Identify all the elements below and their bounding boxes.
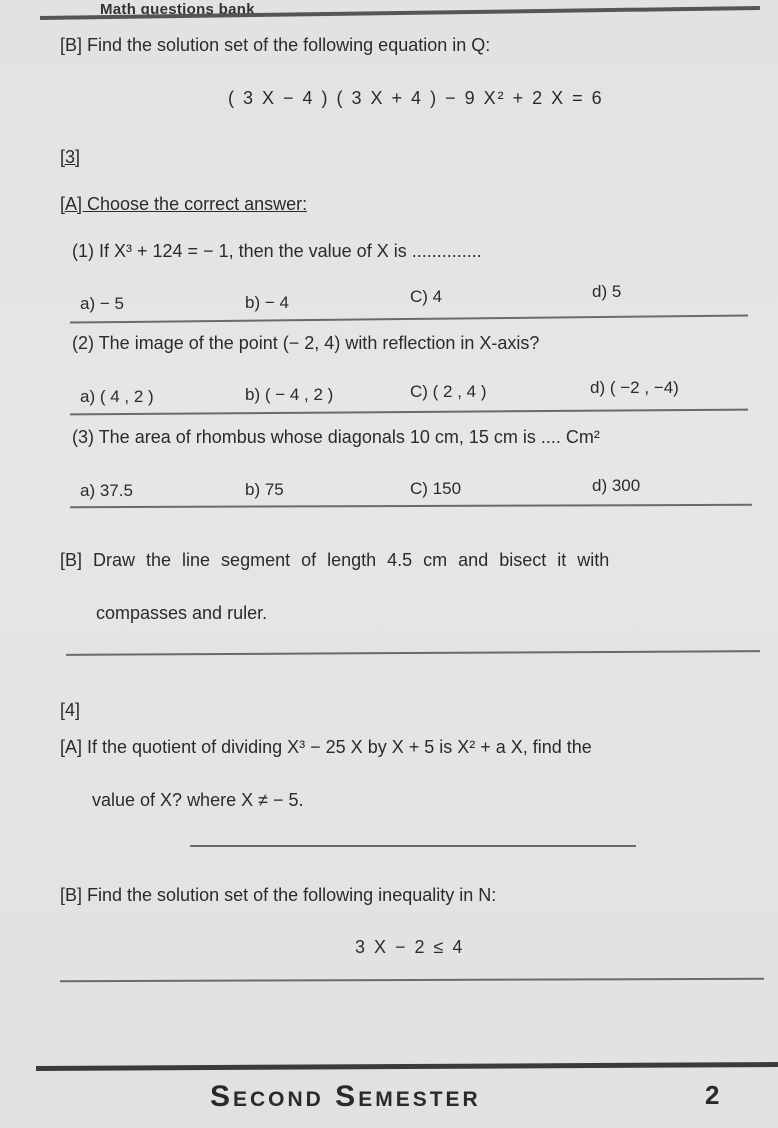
q2-option-c: C) ( 2 , 4 ) [410,382,487,401]
q1-option-d: d) 5 [592,282,622,301]
q2-option-d: d) ( −2 , −4) [590,378,679,397]
q3-option-a: a) 37.5 [80,481,133,500]
q2-rule [70,409,748,415]
section2-b-prompt: [B] Find the solution set of the following equation in Q: [60,35,491,55]
section3-b-line1: [B] Draw the line segment of length 4.5 cm and bisect it with [60,550,610,570]
section4-number: [4] [60,700,81,720]
q2-text: (2) The image of the point (− 2, 4) with reflection in X-axis? [72,333,540,353]
q3-option-c: C) 150 [410,479,462,498]
q1-option-b: b) − 4 [245,293,289,312]
section2-b-equation: ( 3 X − 4 ) ( 3 X + 4 ) − 9 X² + 2 X = 6 [228,88,604,108]
section3-b-rule [66,650,760,655]
q1-option-a: a) − 5 [80,294,124,313]
section3-number: [3] [60,147,81,167]
q3-rule [70,504,752,508]
footer-title: Second Semester [210,1080,481,1113]
footer-page-number: 2 [705,1080,720,1110]
section4-a-rule [190,845,636,847]
q1-text: (1) If X³ + 124 = − 1, then the value of X is .............. [72,241,482,261]
section4-a-line1: [A] If the quotient of dividing X³ − 25 X by X + 5 is X² + a X, find the [60,737,592,757]
section3-a-heading: [A] Choose the correct answer: [60,194,308,214]
q2-option-a: a) ( 4 , 2 ) [80,387,154,406]
q3-option-d: d) 300 [592,476,641,495]
section3-b-line2: compasses and ruler. [96,603,268,623]
header-title: Math questions bank [100,1,255,18]
section4-a-line2: value of X? where X ≠ − 5. [92,790,304,810]
q3-text: (3) The area of rhombus whose diagonals 10 cm, 15 cm is .... Cm² [72,427,600,447]
q1-rule [70,314,748,323]
q3-option-b: b) 75 [245,480,284,499]
q2-option-b: b) ( − 4 , 2 ) [245,385,334,404]
section4-b-rule [60,978,764,982]
section4-b-inequality: 3 X − 2 ≤ 4 [355,937,465,957]
footer-band [36,1062,778,1071]
section4-b-prompt: [B] Find the solution set of the following inequality in N: [60,885,497,905]
q1-option-c: C) 4 [410,287,443,306]
